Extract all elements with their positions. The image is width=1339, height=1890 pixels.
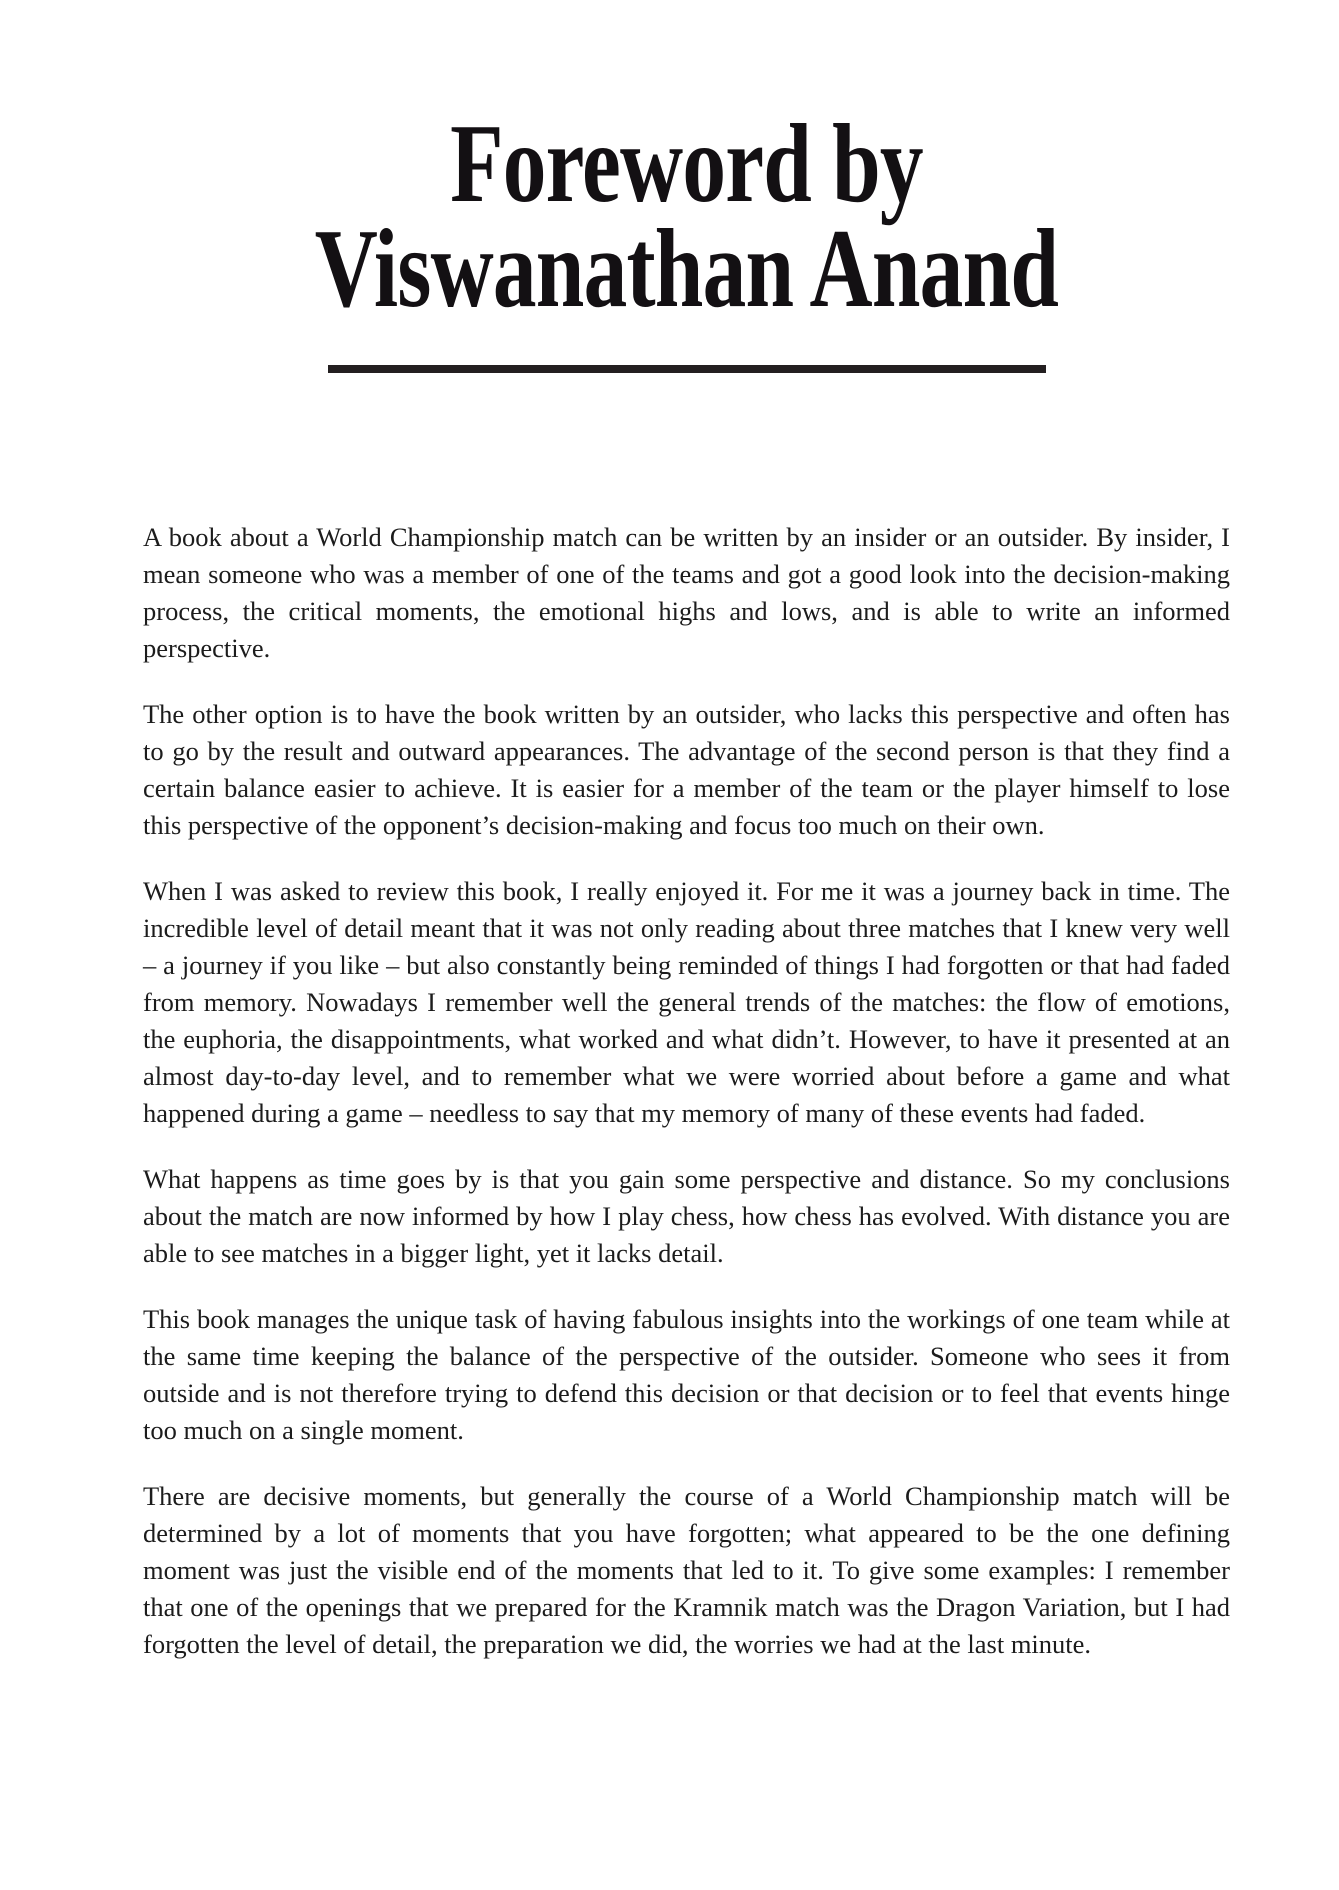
page-content <box>143 0 1230 1663</box>
paragraph: This book manages the unique task of having fabulous insights into the workings of one team while at the same time keeping the balance of the perspective of the outsider. Someone who sees it from outside and is not therefore trying to defend this decision or that decision or to feel that events hinge too much on a single moment. <box>143 1303 1230 1445</box>
title-line-2: Viswanathan Anand <box>314 207 1059 332</box>
chapter-header <box>143 0 1230 373</box>
paragraph: A book about a World Championship match can be written by an insider or an outsider. By insider, I mean someone who was a member of one of the teams and got a good look into the decision-making process, the critical moments, the emotional highs and lows, and is able to write an informed perspective. <box>143 521 1230 663</box>
paragraph: When I was asked to review this book, I really enjoyed it. For me it was a journey back in time. The incredible level of detail meant that it was not only reading about three matches that I knew very well – a journey if you like – but also constantly being reminded of things I had forgotten or that had faded from memory. Nowadays I remember well the general trends of the matches: the flow of emotions, the euphoria, the disappointments, what worked and what didn’t. However, to have it presented at an almost day-to-day level, and to remember what we were worried about before a game and what happened during a game – needless to say that my memory of many of these events had faded. <box>143 875 1230 1128</box>
title-line-1: Foreword by <box>450 102 923 226</box>
page-title <box>263 102 1111 332</box>
title-divider <box>328 365 1046 373</box>
foreword-text <box>143 519 1230 1663</box>
paragraph: The other option is to have the book written by an outsider, who lacks this perspective and often has to go by the result and outward appearances. The advantage of the second person is that they find a certain balance easier to achieve. It is easier for a member of the team or the player himself to lose this perspective of the opponent’s decision-making and focus too much on their own. <box>143 698 1230 840</box>
paragraph: What happens as time goes by is that you gain some perspective and distance. So my conclusions about the match are now informed by how I play chess, how chess has evolved. With distance you are able to see matches in a bigger light, yet it lacks detail. <box>143 1163 1230 1268</box>
paragraph: There are decisive moments, but generally the course of a World Championship match will be determined by a lot of moments that you have forgotten; what appeared to be the one defining moment was just the visible end of the moments that led to it. To give some examples: I remember that one of the openings that we prepared for the Kramnik match was the Dragon Variation, but I had forgotten the level of detail, the preparation we did, the worries we had at the last minute. <box>143 1480 1230 1659</box>
